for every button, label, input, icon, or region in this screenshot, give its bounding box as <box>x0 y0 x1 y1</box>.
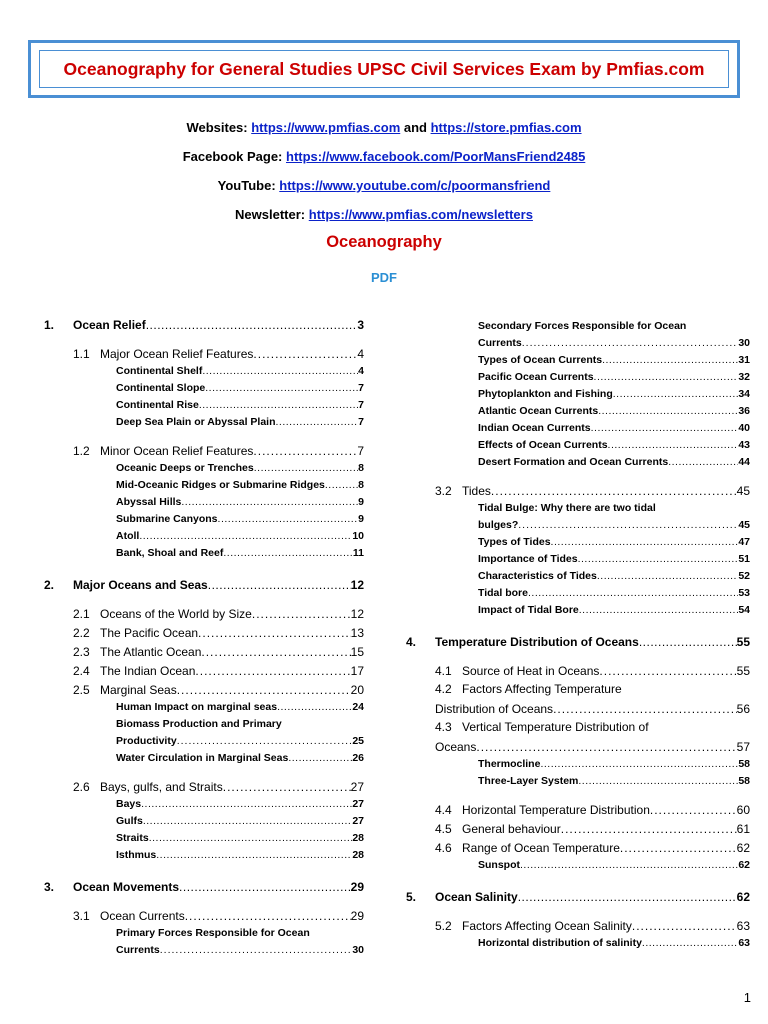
toc-number: 3. <box>44 880 55 894</box>
document-heading: Oceanography <box>326 233 442 251</box>
toc-page: 29 <box>350 880 364 894</box>
toc-entry[interactable] <box>44 314 364 334</box>
toc-title: Desert Formation and Ocean Currents <box>478 456 669 468</box>
document-title: Oceanography for General Studies UPSC Civil Services Exam by Pmfias.com <box>63 58 705 79</box>
toc-page: 8 <box>358 462 364 474</box>
toc-title: Range of Ocean Temperature <box>462 841 620 855</box>
toc-entry[interactable] <box>44 397 364 414</box>
toc-entry-wrapped[interactable] <box>406 500 750 534</box>
toc-number: 2.5 <box>73 683 90 697</box>
toc-title: Marginal Seas <box>100 683 177 697</box>
toc-title: Continental Rise <box>116 399 199 411</box>
toc-entry[interactable] <box>44 545 364 562</box>
facebook-row <box>0 147 768 176</box>
toc-entry[interactable] <box>44 511 364 528</box>
facebook-link[interactable]: https://www.facebook.com/PoorMansFriend2485 <box>286 149 586 164</box>
toc-title: Impact of Tidal Bore <box>478 604 579 616</box>
toc-title: The Atlantic Ocean <box>100 645 202 659</box>
toc-title: Effects of Ocean Currents <box>478 439 608 451</box>
toc-number: 2.1 <box>73 607 90 621</box>
toc-title-line1: Factors Affecting Temperature <box>462 682 622 696</box>
toc-page: 34 <box>738 388 750 400</box>
store-website-link[interactable]: https://store.pmfias.com <box>430 120 582 135</box>
toc-title-line2: Distribution of Oceans <box>435 702 554 716</box>
toc-entry[interactable] <box>406 886 750 906</box>
toc-entry[interactable] <box>406 454 750 471</box>
toc-entry[interactable] <box>406 800 750 819</box>
websites-and: and <box>400 120 431 135</box>
toc-number: 4.5 <box>435 822 452 836</box>
toc-page: 56 <box>736 702 750 716</box>
toc-title-line2: Productivity <box>116 735 177 747</box>
toc-page: 53 <box>738 587 750 599</box>
toc-entry-wrapped[interactable] <box>44 925 364 959</box>
toc-entry-wrapped[interactable] <box>406 680 750 718</box>
document-subheading: PDF <box>371 270 397 285</box>
toc-page: 3 <box>357 318 364 332</box>
toc-number: 2.6 <box>73 780 90 794</box>
toc-page: 40 <box>738 422 750 434</box>
toc-title: Bays, gulfs, and Straits <box>100 780 223 794</box>
toc-page: 30 <box>352 944 364 956</box>
toc-page: 4 <box>358 365 364 377</box>
toc-page: 47 <box>738 536 750 548</box>
toc-page: 7 <box>358 399 364 411</box>
toc-title-line2: Currents <box>116 944 160 956</box>
toc-entry[interactable] <box>406 481 750 500</box>
toc-page: 26 <box>352 752 364 764</box>
toc-page: 45 <box>736 484 750 498</box>
youtube-row <box>0 176 768 205</box>
toc-entry[interactable] <box>406 386 750 403</box>
toc-number: 4.3 <box>435 720 452 734</box>
toc-entry[interactable] <box>44 604 364 623</box>
title-banner <box>28 40 740 98</box>
toc-page: 63 <box>738 937 750 949</box>
toc-left-column <box>44 314 364 959</box>
toc-page: 9 <box>358 496 364 508</box>
toc-entry[interactable] <box>406 568 750 585</box>
toc-title: Atoll <box>116 530 140 542</box>
toc-page: 43 <box>738 439 750 451</box>
toc-page: 12 <box>350 578 364 592</box>
toc-entry[interactable] <box>406 819 750 838</box>
toc-title: Atlantic Ocean Currents <box>478 405 599 417</box>
toc-title: The Pacific Ocean <box>100 626 199 640</box>
toc-page: 54 <box>738 604 750 616</box>
toc-page: 45 <box>738 519 750 531</box>
websites-label: Websites: <box>186 120 252 135</box>
newsletter-link[interactable]: https://www.pmfias.com/newsletters <box>308 207 533 222</box>
toc-number: 5. <box>406 890 417 904</box>
toc-title: Straits <box>116 832 149 844</box>
toc-page: 25 <box>352 735 364 747</box>
toc-entry[interactable] <box>44 796 364 813</box>
toc-page: 24 <box>352 701 364 713</box>
toc-title: Characteristics of Tides <box>478 570 597 582</box>
toc-entry-wrapped[interactable] <box>406 718 750 756</box>
toc-number: 2.3 <box>73 645 90 659</box>
toc-page: 17 <box>350 664 364 678</box>
toc-page: 31 <box>738 354 750 366</box>
toc-entry[interactable] <box>406 534 750 551</box>
toc-entry[interactable] <box>406 631 750 651</box>
toc-title-line1: Secondary Forces Responsible for Ocean <box>478 320 687 332</box>
toc-entry[interactable] <box>406 585 750 602</box>
toc-page: 63 <box>736 919 750 933</box>
toc-page: 62 <box>736 890 750 904</box>
toc-page: 27 <box>350 780 364 794</box>
toc-title: Water Circulation in Marginal Seas <box>116 752 289 764</box>
toc-number: 2.4 <box>73 664 90 678</box>
toc-title: Importance of Tides <box>478 553 578 565</box>
toc-title: Sunspot <box>478 859 520 871</box>
toc-entry[interactable] <box>406 838 750 857</box>
toc-page: 57 <box>736 740 750 754</box>
toc-number: 4.1 <box>435 664 452 678</box>
toc-entry[interactable] <box>406 773 750 790</box>
toc-title-line2: Currents <box>478 337 522 349</box>
toc-title: Continental Shelf <box>116 365 203 377</box>
toc-entry[interactable] <box>44 477 364 494</box>
toc-page: 52 <box>738 570 750 582</box>
toc-title: Ocean Relief <box>73 318 146 332</box>
toc-title: General behaviour <box>462 822 561 836</box>
toc-page: 61 <box>736 822 750 836</box>
toc-number: 1.2 <box>73 444 90 458</box>
toc-title: Human Impact on marginal seas <box>116 701 278 713</box>
toc-title: Major Ocean Relief Features <box>100 347 254 361</box>
toc-title: Factors Affecting Ocean Salinity <box>462 919 632 933</box>
toc-page: 28 <box>352 832 364 844</box>
toc-entry[interactable] <box>406 857 750 874</box>
pmfias-website-link[interactable]: https://www.pmfias.com <box>251 120 401 135</box>
toc-page: 8 <box>358 479 364 491</box>
toc-title-line1: Primary Forces Responsible for Ocean <box>116 927 310 939</box>
toc-entry[interactable] <box>44 661 364 680</box>
newsletter-row <box>0 205 768 234</box>
toc-entry[interactable] <box>44 777 364 796</box>
toc-entry[interactable] <box>44 460 364 477</box>
toc-page: 10 <box>352 530 364 542</box>
youtube-link[interactable]: https://www.youtube.com/c/poormansfriend <box>279 178 551 193</box>
toc-title: Minor Ocean Relief Features <box>100 444 254 458</box>
toc-entry[interactable] <box>406 420 750 437</box>
toc-page: 4 <box>357 347 364 361</box>
toc-title: Oceanic Deeps or Trenches <box>116 462 254 474</box>
toc-page: 12 <box>350 607 364 621</box>
toc-page: 36 <box>738 405 750 417</box>
toc-page: 7 <box>358 416 364 428</box>
toc-number: 5.2 <box>435 919 452 933</box>
toc-entry[interactable] <box>44 441 364 460</box>
toc-title: Ocean Movements <box>73 880 180 894</box>
toc-entry[interactable] <box>44 642 364 661</box>
toc-title: Indian Ocean Currents <box>478 422 591 434</box>
toc-entry[interactable] <box>44 623 364 642</box>
toc-page: 55 <box>736 635 750 649</box>
toc-entry[interactable] <box>44 830 364 847</box>
websites-row <box>0 118 768 147</box>
toc-page: 62 <box>736 841 750 855</box>
toc-entry[interactable] <box>44 574 364 594</box>
toc-entry[interactable] <box>406 916 750 935</box>
toc-entry[interactable] <box>406 352 750 369</box>
toc-page: 11 <box>352 547 364 559</box>
toc-title: Horizontal distribution of salinity <box>478 937 642 949</box>
toc-title: Pacific Ocean Currents <box>478 371 594 383</box>
toc-title: Mid-Oceanic Ridges or Submarine Ridges <box>116 479 325 491</box>
toc-title: Tides <box>462 484 491 498</box>
toc-title: Gulfs <box>116 815 143 827</box>
toc-entry-wrapped[interactable] <box>44 716 364 750</box>
toc-entry[interactable] <box>44 699 364 716</box>
newsletter-label: Newsletter: <box>235 207 309 222</box>
toc-title-line2: Oceans <box>435 740 477 754</box>
toc-title: Thermocline <box>478 758 541 770</box>
toc-title: Bank, Shoal and Reef <box>116 547 224 559</box>
toc-number: 4.6 <box>435 841 452 855</box>
page-number: 1 <box>743 990 751 1005</box>
toc-entry[interactable] <box>406 551 750 568</box>
toc-entry[interactable] <box>406 369 750 386</box>
toc-page: 60 <box>736 803 750 817</box>
toc-page: 13 <box>350 626 364 640</box>
toc-title: Types of Ocean Currents <box>478 354 603 366</box>
toc-page: 32 <box>738 371 750 383</box>
toc-number: 4.2 <box>435 682 452 696</box>
toc-page: 28 <box>352 849 364 861</box>
toc-entry[interactable] <box>406 602 750 619</box>
toc-entry[interactable] <box>406 437 750 454</box>
toc-page: 62 <box>738 859 750 871</box>
toc-entry[interactable] <box>44 876 364 896</box>
toc-title: Ocean Currents <box>100 909 185 923</box>
toc-title: Tidal bore <box>478 587 528 599</box>
toc-number: 4. <box>406 635 417 649</box>
toc-number: 1.1 <box>73 347 90 361</box>
toc-page: 9 <box>358 513 364 525</box>
toc-entry[interactable] <box>44 750 364 767</box>
toc-entry[interactable] <box>44 847 364 864</box>
toc-title: Submarine Canyons <box>116 513 218 525</box>
toc-page: 27 <box>352 815 364 827</box>
toc-page: 15 <box>350 645 364 659</box>
toc-entry[interactable] <box>44 380 364 397</box>
toc-page: 7 <box>357 444 364 458</box>
toc-entry[interactable] <box>44 813 364 830</box>
toc-number: 3.1 <box>73 909 90 923</box>
contact-links <box>0 118 768 234</box>
toc-page: 20 <box>350 683 364 697</box>
toc-number: 3.2 <box>435 484 452 498</box>
toc-title-line1: Vertical Temperature Distribution of <box>462 720 649 734</box>
toc-entry[interactable] <box>406 403 750 420</box>
toc-right-column <box>406 318 750 952</box>
toc-entry[interactable] <box>406 756 750 773</box>
toc-title: Isthmus <box>116 849 157 861</box>
toc-entry[interactable] <box>44 906 364 925</box>
toc-title: Deep Sea Plain or Abyssal Plain <box>116 416 276 428</box>
toc-page: 55 <box>736 664 750 678</box>
toc-number: 4.4 <box>435 803 452 817</box>
toc-page: 30 <box>738 337 750 349</box>
toc-title: Phytoplankton and Fishing <box>478 388 613 400</box>
toc-entry[interactable] <box>44 344 364 363</box>
toc-title: Oceans of the World by Size <box>100 607 252 621</box>
toc-title: Source of Heat in Oceans <box>462 664 600 678</box>
youtube-label: YouTube: <box>217 178 280 193</box>
toc-entry[interactable] <box>44 680 364 699</box>
toc-title: Continental Slope <box>116 382 206 394</box>
toc-entry[interactable] <box>44 363 364 380</box>
toc-title-line1: Biomass Production and Primary <box>116 718 282 730</box>
toc-title: Types of Tides <box>478 536 551 548</box>
toc-page: 58 <box>738 775 750 787</box>
toc-title: The Indian Ocean <box>100 664 196 678</box>
toc-page: 27 <box>352 798 364 810</box>
toc-title: Temperature Distribution of Oceans <box>435 635 639 649</box>
toc-page: 58 <box>738 758 750 770</box>
toc-entry[interactable] <box>406 935 750 952</box>
toc-title-line1: Tidal Bulge: Why there are two tidal <box>478 502 656 514</box>
toc-title: Horizontal Temperature Distribution <box>462 803 650 817</box>
toc-title: Bays <box>116 798 142 810</box>
toc-page: 51 <box>738 553 750 565</box>
toc-number: 1. <box>44 318 55 332</box>
facebook-label: Facebook Page: <box>182 149 286 164</box>
toc-number: 2.2 <box>73 626 90 640</box>
toc-number: 2. <box>44 578 55 592</box>
toc-entry[interactable] <box>44 528 364 545</box>
toc-page: 29 <box>350 909 364 923</box>
toc-page: 44 <box>738 456 750 468</box>
toc-entry[interactable] <box>44 494 364 511</box>
toc-title: Abyssal Hills <box>116 496 182 508</box>
toc-entry[interactable] <box>44 414 364 431</box>
toc-title: Three-Layer System <box>478 775 579 787</box>
toc-entry[interactable] <box>406 661 750 680</box>
title-banner-inner <box>39 50 729 88</box>
toc-entry-wrapped[interactable] <box>406 318 750 352</box>
toc-title: Major Oceans and Seas <box>73 578 208 592</box>
toc-title-line2: bulges? <box>478 519 519 531</box>
toc-title: Ocean Salinity <box>435 890 518 904</box>
toc-page: 7 <box>358 382 364 394</box>
